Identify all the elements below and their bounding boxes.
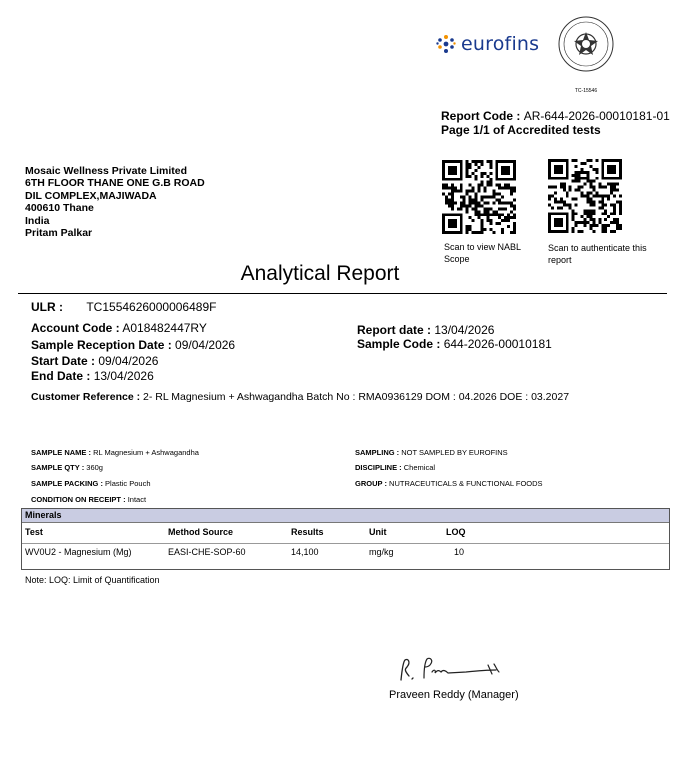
- qr-code-icon[interactable]: [442, 160, 516, 234]
- group: [355, 479, 543, 488]
- column-header-loq: LOQ: [446, 527, 466, 537]
- table-cell-test: WV0U2 - Magnesium (Mg): [25, 547, 132, 557]
- divider: [22, 543, 669, 544]
- accreditation-code: TC-15546: [574, 88, 598, 94]
- page-info: Page 1/1 of Accredited tests: [441, 123, 601, 137]
- eurofins-logo: [436, 31, 539, 57]
- field-value: 09/04/2026: [98, 354, 159, 368]
- eurofins-dots-icon: [436, 34, 456, 54]
- start-date: [31, 354, 158, 368]
- report-date: [357, 323, 494, 337]
- field-label: DISCIPLINE :: [355, 463, 402, 472]
- qr-code-icon[interactable]: [548, 159, 622, 233]
- address-line: India: [25, 214, 50, 227]
- sampling: [355, 448, 508, 457]
- field-label: SAMPLING :: [355, 448, 400, 457]
- report-code-label: Report Code :: [441, 109, 521, 123]
- customer-reference: [31, 391, 569, 403]
- field-label: Customer Reference :: [31, 391, 141, 403]
- qr-caption-nabl: Scan to view NABL Scope: [444, 242, 521, 264]
- field-value: 09/04/2026: [175, 338, 236, 352]
- qr-caption-authenticate: Scan to authenticate this report: [548, 243, 647, 265]
- condition-on-receipt: [31, 495, 146, 504]
- field-value: Chemical: [403, 463, 436, 472]
- discipline: [355, 463, 435, 472]
- address-line: 6TH FLOOR THANE ONE G.B ROAD: [25, 177, 205, 190]
- field-value: 13/04/2026: [93, 369, 154, 383]
- field-value: Intact: [127, 495, 147, 504]
- ulr: [31, 300, 216, 314]
- address-line: DIL COMPLEX,MAJIWADA: [25, 189, 157, 202]
- sample-packing: [31, 479, 151, 488]
- table-cell-results: 14,100: [291, 547, 319, 557]
- nabl-seal-icon: [558, 16, 614, 72]
- signature: [396, 652, 508, 686]
- field-value: RL Magnesium + Ashwagandha: [93, 448, 199, 457]
- field-label: Account Code :: [31, 321, 120, 335]
- field-label: SAMPLE NAME :: [31, 448, 91, 457]
- field-label: CONDITION ON RECEIPT :: [31, 495, 126, 504]
- end-date: [31, 369, 154, 383]
- table-section-header: [22, 509, 669, 523]
- account-code: [31, 321, 207, 335]
- customer-address: [25, 165, 205, 239]
- column-header-unit: Unit: [369, 527, 387, 537]
- address-line: 400610 Thane: [25, 202, 94, 215]
- sample-code: [357, 337, 552, 351]
- table-cell-unit: mg/kg: [369, 547, 394, 557]
- report-code: [441, 109, 670, 123]
- ulr-label: ULR :: [31, 300, 63, 314]
- field-label: SAMPLE QTY :: [31, 463, 85, 472]
- address-line: Pritam Palkar: [25, 227, 93, 240]
- field-label: Report date :: [357, 323, 432, 337]
- table-cell-loq: 10: [454, 547, 465, 557]
- field-label: Sample Reception Date :: [31, 338, 172, 352]
- sample-qty: [31, 463, 103, 472]
- address-line: Mosaic Wellness Private Limited: [25, 165, 188, 177]
- results-table: [21, 508, 670, 570]
- field-value: A018482447RY: [122, 321, 207, 335]
- section-title: Minerals: [25, 510, 62, 520]
- field-value: Plastic Pouch: [105, 479, 151, 488]
- page-title: Analytical Report: [240, 262, 400, 285]
- note: Note: LOQ: Limit of Quantification: [25, 575, 160, 585]
- field-value: NUTRACEUTICALS & FUNCTIONAL FOODS: [389, 479, 543, 488]
- ulr-value: TC1554626000006489F: [86, 300, 217, 314]
- field-label: SAMPLE PACKING :: [31, 479, 103, 488]
- report-code-value: AR-644-2026-00010181-01: [523, 109, 670, 123]
- sample-reception-date: [31, 338, 235, 352]
- field-label: End Date :: [31, 369, 91, 383]
- column-header-test: Test: [25, 527, 43, 537]
- column-header-method: Method Source: [168, 527, 234, 537]
- field-label: GROUP :: [355, 479, 387, 488]
- field-label: Start Date :: [31, 354, 96, 368]
- divider: [18, 293, 667, 294]
- field-label: Sample Code :: [357, 337, 441, 351]
- brand-name: eurofins: [461, 33, 540, 55]
- field-value: 644-2026-00010181: [443, 337, 552, 351]
- field-value: NOT SAMPLED BY EUROFINS: [401, 448, 508, 457]
- column-header-results: Results: [291, 527, 324, 537]
- signatory-name: Praveen Reddy (Manager): [389, 689, 519, 701]
- sample-name: [31, 448, 199, 457]
- field-value: 13/04/2026: [434, 323, 495, 337]
- table-cell-method: EASI-CHE-SOP-60: [168, 547, 246, 557]
- field-value: 2- RL Magnesium + Ashwagandha Batch No : RMA0936129 DOM : 04.2026 DOE : 03.2027: [143, 391, 570, 403]
- field-value: 360g: [86, 463, 103, 472]
